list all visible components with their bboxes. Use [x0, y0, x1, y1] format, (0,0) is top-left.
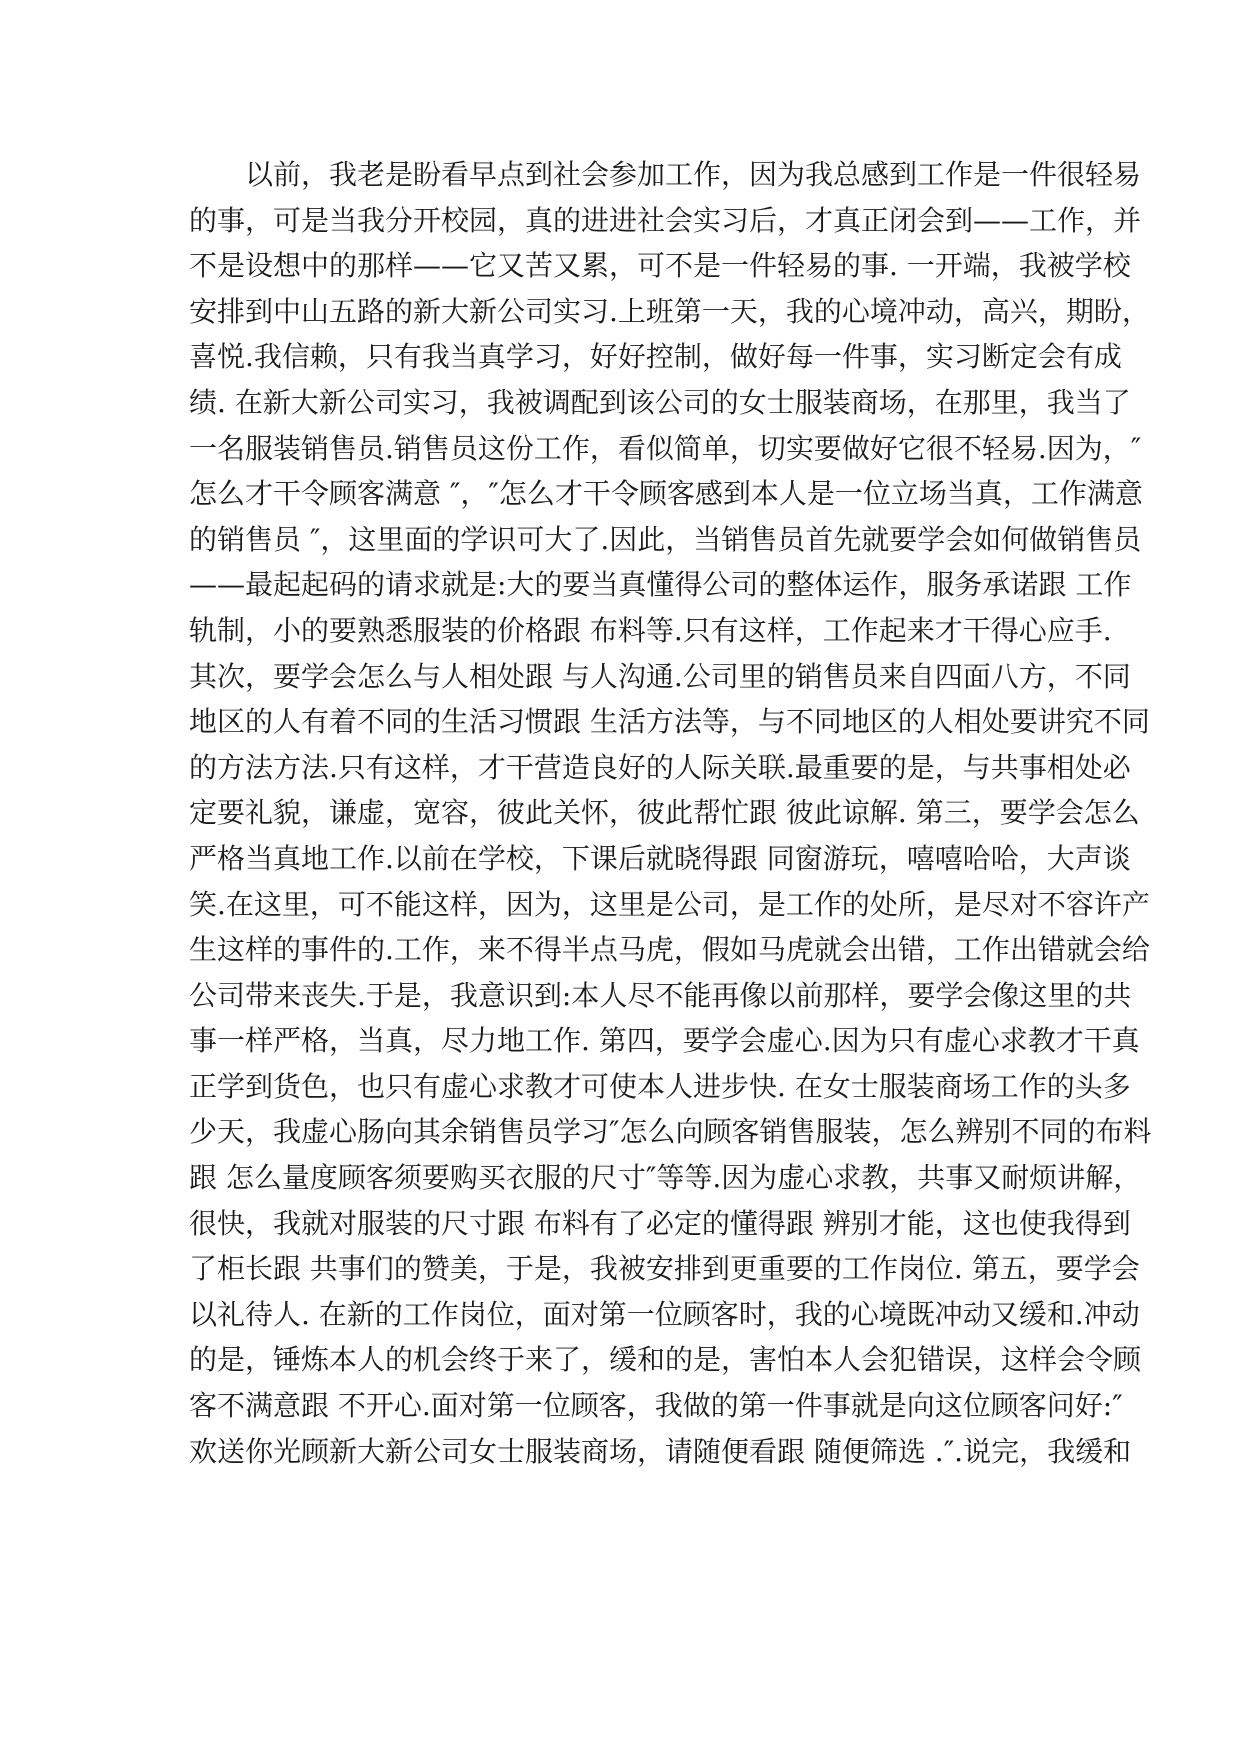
text-line: 喜悦.我信赖，只有我当真学习，好好控制，做好每一件事，实习断定会有成	[189, 340, 1122, 374]
text-line: 定要礼貌，谦虚，宽容，彼此关怀，彼此帮忙跟 彼此谅解. 第三，要学会怎么	[189, 796, 1140, 830]
text-line: 少天，我虚心肠向其余销售员学习″怎么向顾客销售服装，怎么辨别不同的布料	[189, 1115, 1152, 1149]
text-line: 其次，要学会怎么与人相处跟 与人沟通.公司里的销售员来自四面八方，不同	[189, 659, 1131, 693]
body-paragraph	[189, 152, 1152, 1474]
text-line: 以礼待人. 在新的工作岗位，面对第一位顾客时，我的心境既冲动又缓和.冲动	[189, 1297, 1140, 1331]
text-line: 生这样的事件的.工作，来不得半点马虎，假如马虎就会出错，工作出错就会给	[189, 933, 1150, 967]
text-line: 公司带来丧失.于是，我意识到:本人尽不能再像以前那样，要学会像这里的共	[189, 978, 1132, 1012]
text-line: 正学到货色，也只有虚心求教才可使本人进步快. 在女士服装商场工作的头多	[189, 1069, 1131, 1103]
text-line: 的是，锤炼本人的机会终于来了，缓和的是，害怕本人会犯错误，这样会令顾	[189, 1343, 1142, 1377]
text-line: 不是设想中的那样——它又苦又累，可不是一件轻易的事. 一开端，我被学校	[189, 249, 1131, 283]
text-line: ——最起起码的请求就是:大的要当真懂得公司的整体运作，服务承诺跟 工作	[189, 568, 1132, 602]
text-line: 很快，我就对服装的尺寸跟 布料有了必定的懂得跟 辨别才能，这也使我得到	[189, 1206, 1131, 1240]
text-line: 笑.在这里，可不能这样，因为，这里是公司，是工作的处所，是尽对不容许产	[189, 887, 1150, 921]
text-line: 安排到中山五路的新大新公司实习.上班第一天，我的心境冲动，高兴，期盼，	[189, 294, 1150, 328]
text-line: 严格当真地工作.以前在学校，下课后就晓得跟 同窗游玩，嘻嘻哈哈，大声谈	[189, 841, 1131, 875]
text-line: 的销售员 ″，这里面的学识可大了.因此，当销售员首先就要学会如何做销售员	[189, 522, 1142, 556]
text-line: 绩. 在新大新公司实习，我被调配到该公司的女士服装商场，在那里，我当了	[189, 385, 1131, 419]
text-line: 轨制，小的要熟悉服装的价格跟 布料等.只有这样，工作起来才干得心应手.	[189, 613, 1112, 647]
text-line: 跟 怎么量度顾客须要购买衣服的尺寸″等等.因为虚心求教，共事又耐烦讲解，	[189, 1161, 1142, 1195]
text-line: 客不满意跟 不开心.面对第一位顾客，我做的第一件事就是向这位顾客问好:″	[189, 1389, 1123, 1423]
text-line: 怎么才干令顾客满意 ″，″怎么才干令顾客感到本人是一位立场当真，工作满意	[189, 477, 1143, 511]
text-line: 以前，我老是盼看早点到社会参加工作，因为我总感到工作是一件很轻易	[189, 158, 1142, 191]
text-line: 了柜长跟 共事们的赞美，于是，我被安排到更重要的工作岗位. 第五，要学会	[189, 1252, 1140, 1286]
text-line: 一名服装销售员.销售员这份工作，看似简单，切实要做好它很不轻易.因为，″	[189, 431, 1142, 465]
text-line: 欢送你光顾新大新公司女士服装商场，请随便看跟 随便筛选 .″.说完，我缓和	[189, 1434, 1132, 1468]
text-line: 地区的人有着不同的生活习惯跟 生活方法等，与不同地区的人相处要讲究不同	[189, 705, 1150, 739]
text-line: 的方法方法.只有这样，才干营造良好的人际关联.最重要的是，与共事相处必	[189, 750, 1131, 784]
text-line: 事一样严格，当真，尽力地工作. 第四，要学会虚心.因为只有虚心求教才干真	[189, 1024, 1140, 1058]
text-line: 的事，可是当我分开校园，真的进进社会实习后，才真正闭会到——工作，并	[189, 203, 1142, 237]
